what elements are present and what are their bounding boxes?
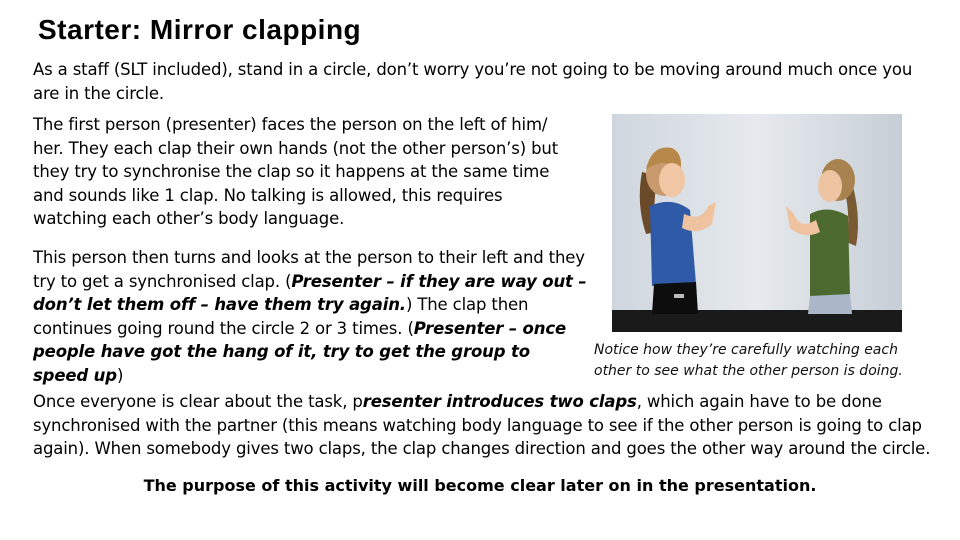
photo-caption: Notice how they’re carefully watching each other to see what the other person is doing. <box>594 342 903 379</box>
first-person-paragraph: The first person (presenter) faces the person on the left of him/ her. They each clap their own hands (not the other person’s) but they try to synchronise the clap so it happens at the same time and sounds like 1 clap. No talking is allowed, this requires watching each other’s body language. <box>33 115 559 228</box>
clapping-photo <box>612 114 902 332</box>
intro-paragraph: As a staff (SLT included), stand in a circle, don’t worry you’re not going to be moving around much once you are in the circle. <box>33 60 913 103</box>
purpose-note: The purpose of this activity will become clear later on in the presentation. <box>143 476 817 495</box>
two-claps-paragraph <box>33 390 938 461</box>
two-claps-text-1: Once everyone is clear about the task, p <box>33 392 363 411</box>
two-claps-text-2: , which again have to be done synchronised with the partner (this means watching body language to see if the other person is going to clap again). When somebody gives two claps, the clap changes direction and goes the other way around the circle. <box>33 392 931 458</box>
circle-text-3: ) <box>116 365 124 385</box>
presenter-note-1: Presenter – if they are way out – don’t let them off – have them try again. <box>33 271 587 314</box>
presenter-note-2: Presenter – once people have got the hang of it, try to get the group to speed up <box>33 318 567 385</box>
circle-text-2: ) The clap then continues going round the circle 2 or 3 times. ( <box>33 295 529 338</box>
circle-text-1: This person then turns and looks at the person to their left and they try to get a synchronised clap. ( <box>33 248 585 291</box>
two-claps-emphasis: resenter introduces two claps <box>362 392 637 411</box>
circle-paragraph <box>33 246 588 387</box>
clapping-illustration <box>612 114 902 332</box>
slide-title: Starter: Mirror clapping <box>38 14 362 45</box>
